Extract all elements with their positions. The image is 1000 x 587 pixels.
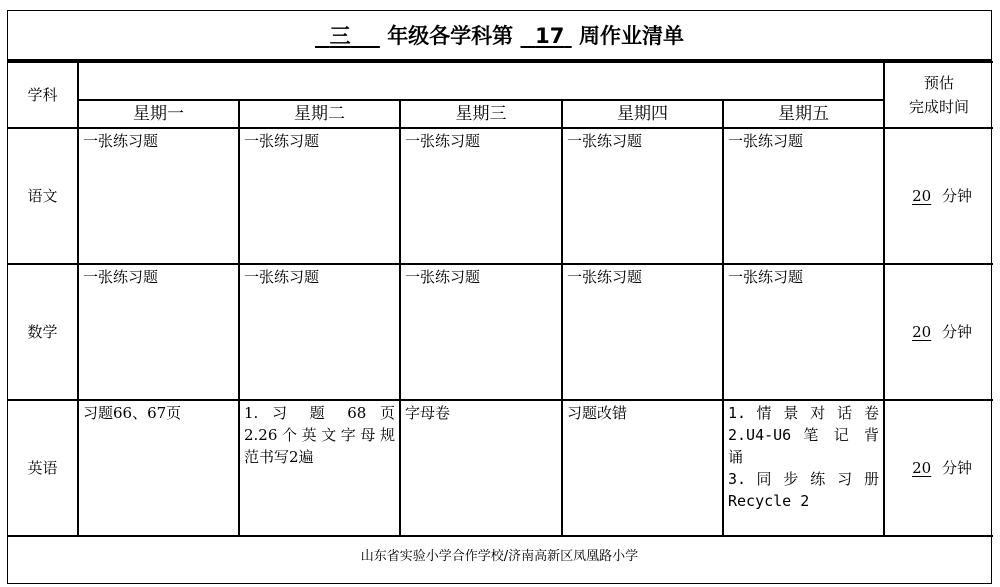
row-english [8,400,993,536]
task-line: 1. 习 题 68 页 [244,404,395,422]
task-line: 1. 情 景 对 话 卷 [728,404,880,422]
day-tuesday: 星期二 [239,100,400,128]
subject-english: 英语 [8,400,78,536]
header-row-days [8,100,993,128]
day-monday: 星期一 [78,100,239,128]
homework-sheet [7,10,992,584]
task-cell: 一张练习题 [723,264,884,400]
subject-math: 数学 [8,264,78,400]
time-chinese [884,128,993,264]
task-line: Recycle 2 [728,492,810,510]
schedule-table [8,61,993,537]
task-cell-tuesday [239,400,400,536]
school-footer: 山东省实验小学合作学校/济南高新区凤凰路小学 [360,549,639,564]
task-line: 2.26个英文字母规 [244,426,395,444]
minutes-unit: 分钟 [941,459,972,477]
time-header-line2: 完成时间 [909,98,970,116]
task-cell: 一张练习题 [78,128,239,264]
time-header [884,62,993,128]
task-cell: 习题66、67页 [78,400,239,536]
task-line: 范书写2遍 [244,448,314,466]
task-cell: 一张练习题 [239,128,400,264]
time-english [884,400,993,536]
minutes-value: 20 [912,459,932,477]
title-grade-suffix: 年级各学科第 [387,24,514,48]
minutes-unit: 分钟 [941,323,972,341]
row-chinese [8,128,993,264]
time-header-line1: 预估 [924,74,955,92]
minutes-unit: 分钟 [941,187,972,205]
task-cell: 一张练习题 [562,264,723,400]
task-line: 3. 同 步 练 习 册 [728,470,880,488]
time-math [884,264,993,400]
minutes-value: 20 [912,187,932,205]
task-line: 2.U4-U6 笔 记 背 诵 [728,426,880,466]
day-thursday: 星期四 [562,100,723,128]
task-cell: 一张练习题 [400,128,562,264]
task-cell: 一张练习题 [723,128,884,264]
task-cell: 一张练习题 [78,264,239,400]
days-header-blank [78,62,884,100]
title-week-suffix: 周作业清单 [578,24,684,48]
row-math [8,264,993,400]
header-row-top [8,62,993,100]
task-cell: 一张练习题 [239,264,400,400]
minutes-value: 20 [912,323,932,341]
sheet-title [8,11,991,61]
day-wednesday: 星期三 [400,100,562,128]
task-cell: 一张练习题 [562,128,723,264]
subject-chinese: 语文 [8,128,78,264]
task-cell: 习题改错 [562,400,723,536]
title-grade: 三 [329,24,351,48]
task-cell-friday [723,400,884,536]
task-cell: 一张练习题 [400,264,562,400]
subject-header: 学科 [8,62,78,128]
title-week: 17 [535,24,565,48]
day-friday: 星期五 [723,100,884,128]
task-cell: 字母卷 [400,400,562,536]
